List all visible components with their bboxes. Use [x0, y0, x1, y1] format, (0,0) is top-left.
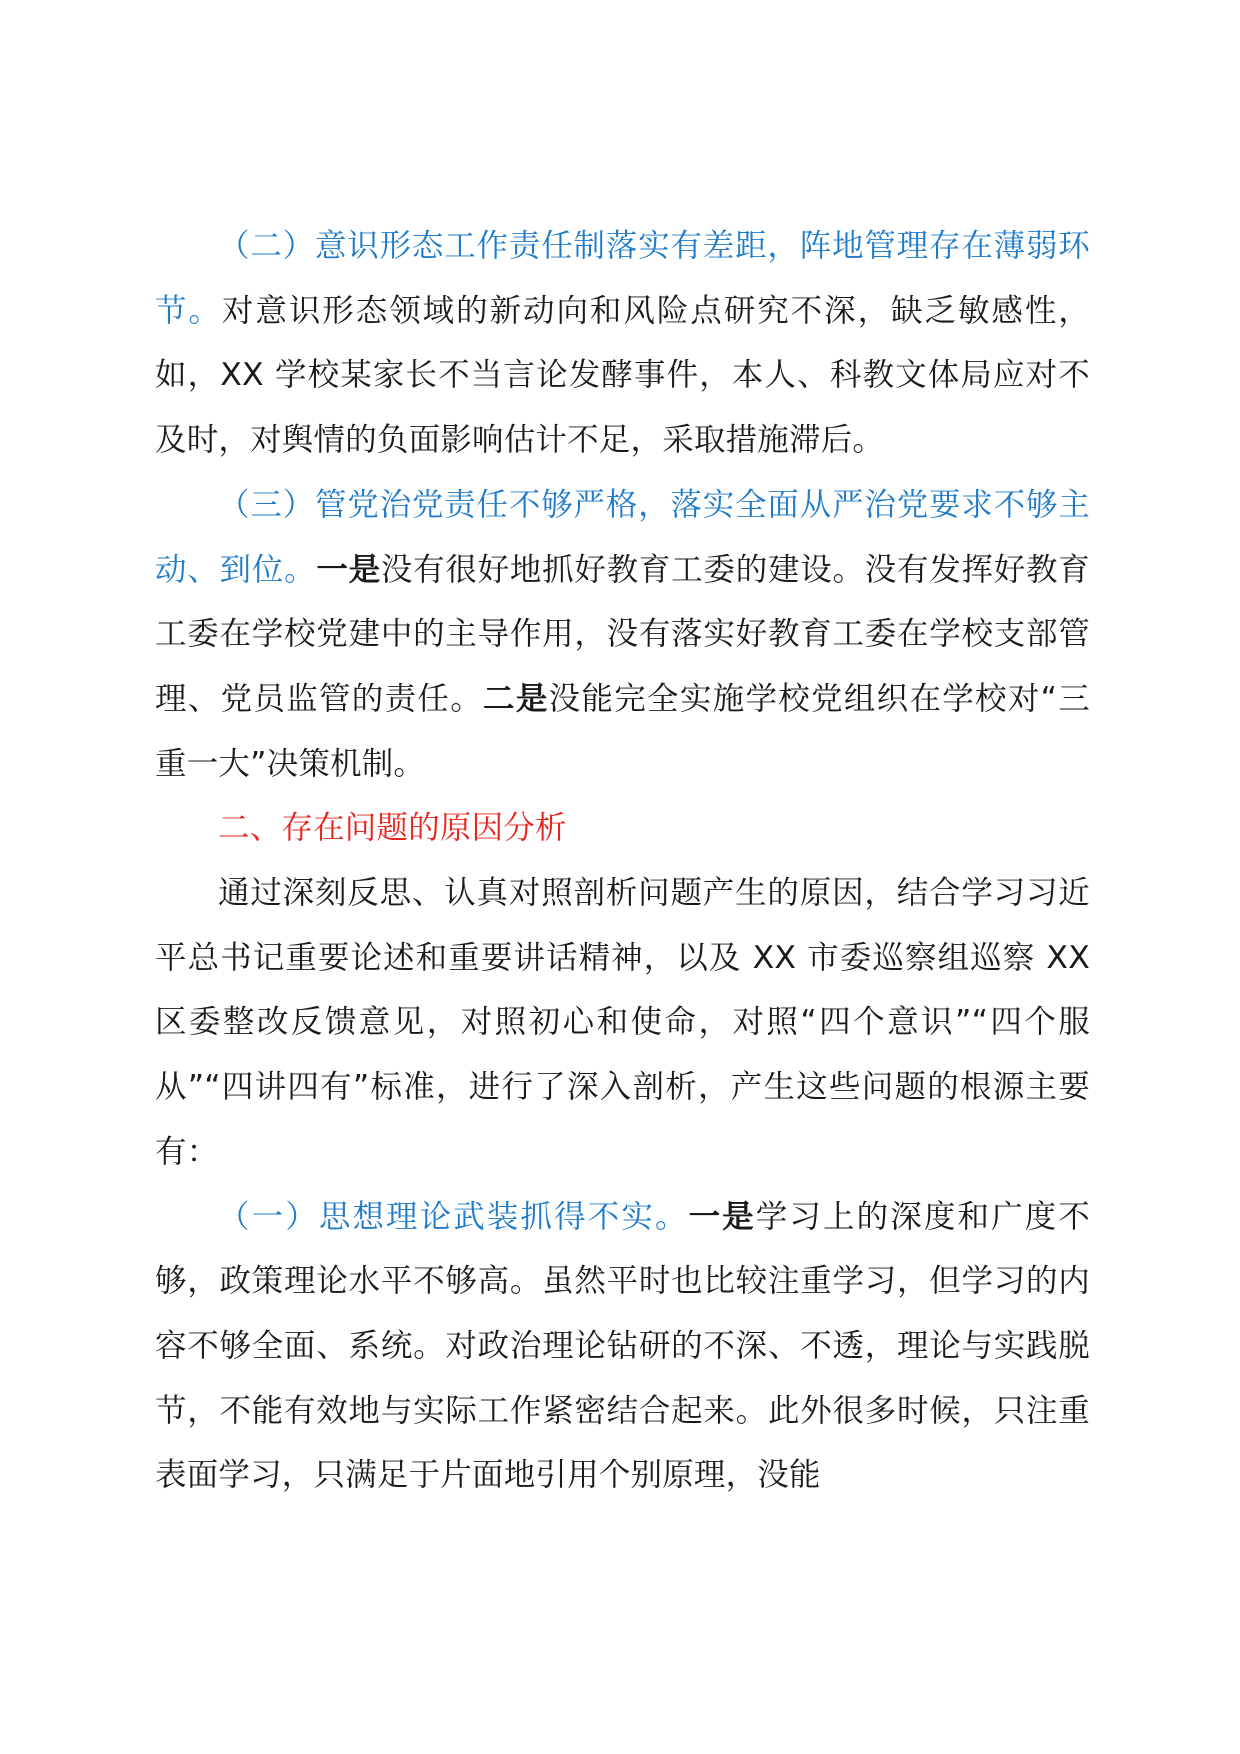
paragraph-body-text: 没有很好地抓好教育工委的建设。没有发挥好教育工委在学校党建中的主导作用，没有落实好教育工委在学校支部管理、党员监管的责任。 [155, 551, 1090, 717]
paragraph-party-governance [155, 473, 1090, 797]
subheading-theory-study: （一）思想理论武装抓得不实。 [218, 1198, 689, 1235]
paragraph-theory-study [155, 1185, 1090, 1509]
paragraph-body-text: 对意识形态领域的新动向和风险点研究不深，缺乏敏感性，如，XX 学校某家长不当言论发酵事件，本人、科教文体局应对不及时，对舆情的负面影响估计不足，采取措施滞后。 [155, 292, 1091, 459]
document-page [155, 214, 1090, 1508]
paragraph-body-text: 没能完全实施学校党组织在学校对“三重一大”决策机制。 [155, 680, 1090, 782]
subheading-ideology-responsibility: （二）意识形态工作责任制落实有差距，阵地管理存在薄弱环节。 [155, 228, 1090, 329]
paragraph-body-text: 学习上的深度和广度不够，政策理论水平不够高。虽然平时也比较注重学习，但学习的内容不够全面、系统。对政治理论钻研的不深、不透，理论与实践脱节，不能有效地与实际工作紧密结合起来。此外很多时候，只注重表面学习，只满足于片面地引用个别原理，没能 [155, 1198, 1090, 1494]
emphasis-point-one: 一是 [316, 551, 381, 588]
emphasis-point-one: 一是 [688, 1198, 756, 1235]
paragraph-cause-intro [155, 861, 1090, 1185]
subheading-party-governance: （三）管党治党责任不够严格，落实全面从严治党要求不够主动、到位。 [155, 486, 1090, 588]
section-heading-cause-analysis: 二、存在问题的原因分析 [218, 810, 567, 847]
paragraph-body-text: 通过深刻反思、认真对照剖析问题产生的原因，结合学习习近平总书记重要论述和重要讲话精神，以及 XX 市委巡察组巡察 XX 区委整改反馈意见，对照初心和使命，对照“四个意识”“四个服从”“四讲四有”标准，进行了深入剖析，产生这些问题的根源主要有： [155, 875, 1090, 1170]
emphasis-point-two: 二是 [483, 680, 549, 717]
paragraph-ideology-responsibility [155, 214, 1090, 473]
